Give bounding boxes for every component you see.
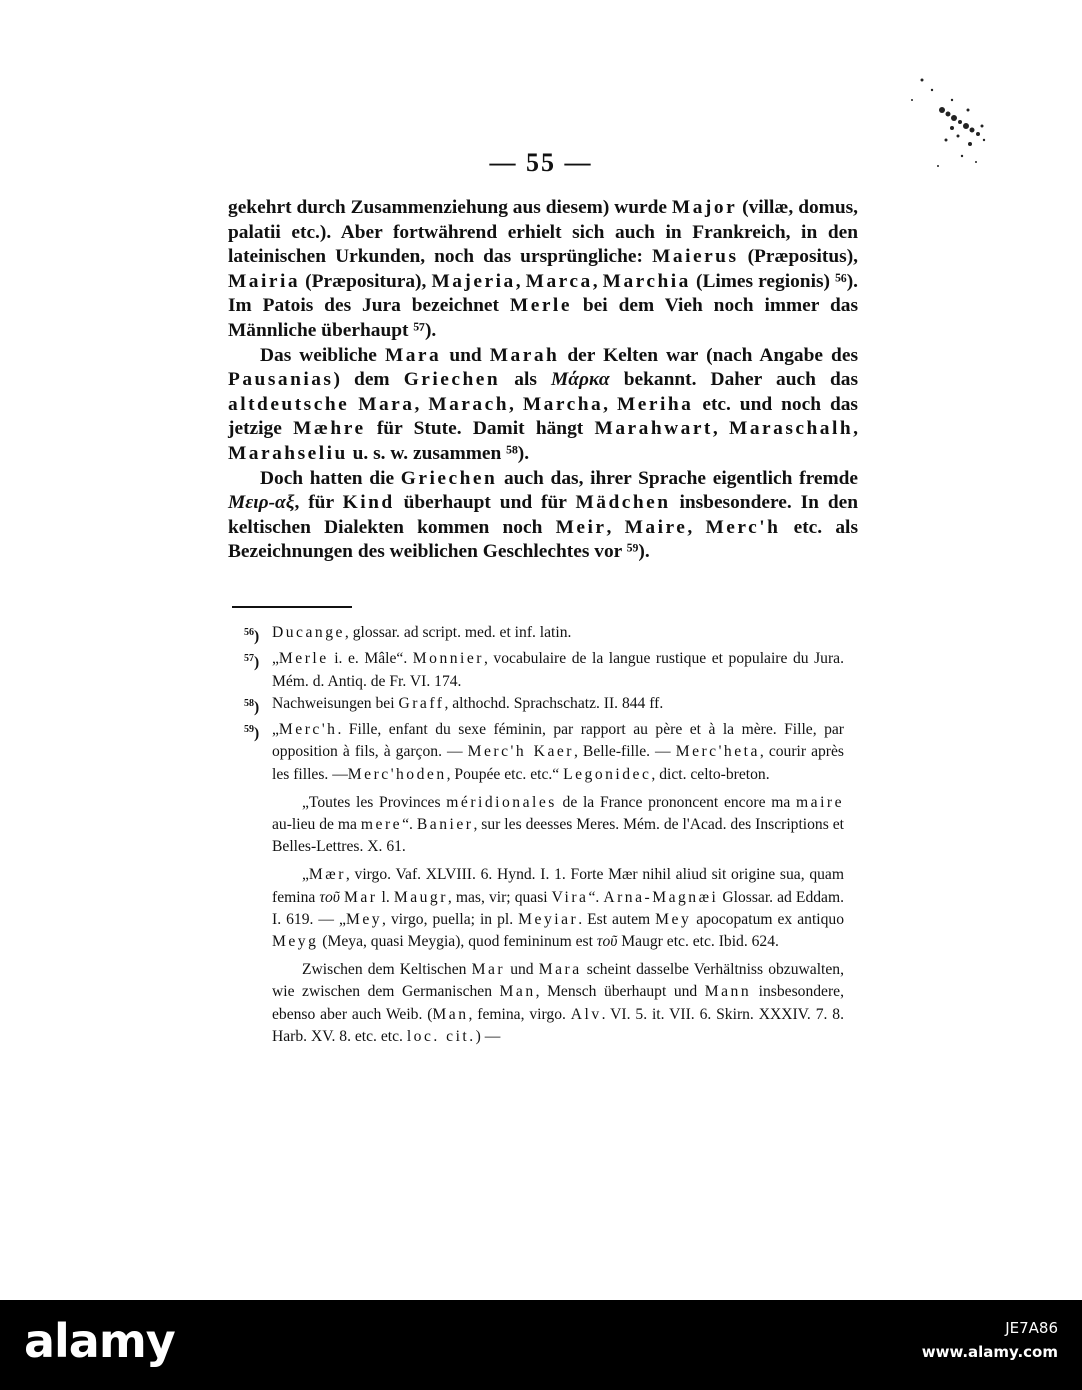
spaced-term: Graff	[398, 694, 445, 712]
text-run: apocopatum ex antiquo	[691, 910, 845, 928]
spaced-term: Merle	[509, 295, 572, 317]
text-run: (villæ, domus, palatii etc.). Aber fortwährend erhielt sich auch in Frankreich, in den lateinischen Urkunden, noch das ursprüngliche:	[228, 197, 858, 268]
footnote-marker: $^{58}$)	[244, 697, 260, 716]
spaced-term: Kind	[342, 492, 395, 514]
text-run: , glossar. ad script. med. et inf. latin.	[344, 624, 572, 641]
text-run: bei dem Vieh noch immer das Männliche überhaupt ⁵⁷).	[228, 295, 858, 341]
spaced-term: Mann	[704, 983, 752, 1001]
spaced-term: loc. cit.	[406, 1027, 476, 1045]
banner-info	[922, 1316, 1058, 1364]
text-run: Doch hatten die	[260, 467, 401, 489]
image-code: JE7A86	[1005, 1319, 1058, 1337]
greek-term: Μειρ-αξ	[228, 492, 295, 514]
spaced-term: Maire	[624, 516, 688, 538]
spaced-term: Mar	[343, 888, 378, 906]
text-run: ,	[606, 516, 625, 538]
text-run: insbesondere. In den keltischen Dialekten kommen noch	[228, 492, 858, 538]
text-run: Zwischen dem Keltischen	[302, 961, 472, 979]
spaced-term: Merc'h	[278, 721, 338, 739]
spaced-term: Vira	[551, 888, 589, 906]
text-run: ,	[853, 418, 858, 440]
footnote-number: 58	[244, 697, 254, 709]
text-run: , dict. celto-breton.	[651, 765, 770, 783]
footnote-number: 57	[244, 653, 254, 665]
spaced-term: Meyiar	[518, 910, 579, 928]
spaced-term: Merc'hoden	[347, 765, 447, 783]
alamy-logo: alamy	[24, 1314, 175, 1368]
footnote-continuation	[244, 792, 844, 859]
footnote	[244, 693, 844, 719]
spaced-term: Mær	[308, 866, 346, 884]
spaced-term: Marahseliu	[228, 442, 348, 464]
spaced-term: Maraschalh	[729, 418, 854, 440]
text-run: , Poupée etc. etc.“	[446, 765, 564, 783]
scan-speckle-artifact	[882, 70, 992, 200]
footnote-marker: $^{57}$)	[244, 653, 260, 672]
text-run: ,	[603, 393, 617, 415]
footnotes	[244, 622, 844, 1048]
spaced-term: Arna-Magnæi	[603, 888, 719, 906]
page-number: — 55 —	[489, 148, 593, 177]
text-run: de la France prononcent encore ma	[556, 793, 797, 811]
footnote-number: 59	[244, 724, 254, 736]
spaced-term: Mara	[384, 344, 442, 366]
spaced-term: Marach	[428, 393, 510, 415]
spaced-term: Majeria	[431, 270, 516, 292]
spaced-term: maire	[796, 793, 845, 811]
spaced-term: Marca	[525, 270, 593, 292]
text-run: au-lieu de ma	[272, 816, 361, 833]
spaced-term: Griechen	[403, 369, 501, 391]
spaced-term: Legonidec	[563, 765, 652, 783]
spaced-term: Mairia	[228, 270, 301, 292]
spaced-term: Maugr	[393, 888, 448, 906]
text-run: u. s. w. zusammen ⁵⁸).	[347, 442, 530, 464]
spaced-term: Maierus	[652, 246, 739, 268]
text-run: etc. und noch das jetzige	[228, 393, 858, 440]
spaced-term: mere	[360, 816, 403, 833]
spaced-term: Marah	[489, 344, 560, 366]
spaced-term: Meriha	[616, 393, 694, 415]
text-run: Das weibliche	[260, 344, 385, 366]
text-run	[349, 394, 358, 415]
text-run: bekannt. Daher auch das	[609, 369, 859, 391]
footnote-marker: $^{59}$)	[244, 724, 260, 743]
text-run: gekehrt durch Zusammenziehung aus diesem) wurde	[228, 197, 672, 218]
footnote	[244, 648, 844, 692]
text-run: ) dem	[333, 369, 404, 391]
footnote-text	[272, 648, 844, 692]
text-run: , courir après les filles. —	[272, 743, 844, 783]
spaced-term: Man	[432, 1005, 469, 1023]
spaced-term: Marahwart	[594, 418, 713, 440]
body-paragraph	[228, 196, 858, 344]
spaced-term: Monnier	[412, 650, 484, 668]
spaced-term: Mæhre	[293, 418, 366, 440]
footnote-number: 56	[244, 627, 254, 638]
body-text	[228, 196, 858, 565]
banner-url: www.alamy.com	[921, 1343, 1058, 1361]
spaced-term: Major	[671, 197, 738, 218]
text-run: etc. als Bezeichnungen des weiblichen Geschlechtes vor ⁵⁹).	[228, 516, 858, 563]
watermark-banner	[0, 1300, 1082, 1390]
text-run: Glossar. ad Eddam. I. 619. — „	[272, 888, 844, 928]
text-run: ) —	[475, 1027, 501, 1045]
text-run: „	[272, 721, 279, 739]
text-run: , Belle-fille. —	[573, 743, 676, 761]
text-run: , für	[294, 492, 343, 514]
text-run: , vocabulaire de la langue rustique et populaire du Jura. Mém. d. Antiq. de Fr. VI. 174.	[272, 650, 844, 690]
text-run: (Meya, quasi Meygia), quod femininum est	[318, 933, 597, 951]
text-run: Maugr etc. etc. Ibid. 624.	[617, 933, 779, 951]
greek-term: τοῦ	[596, 933, 618, 951]
spaced-term: Mara	[358, 393, 415, 415]
spaced-term: Griechen	[400, 467, 498, 489]
text-run: ,	[592, 270, 603, 292]
text-run: “.	[588, 888, 604, 906]
footnote	[244, 622, 844, 648]
footnote-marker: $^{56}$)	[244, 627, 260, 646]
text-run: ,	[509, 393, 523, 415]
footnote	[244, 719, 844, 786]
footnote-text	[272, 693, 844, 719]
greek-term: Μάρκα	[551, 369, 610, 391]
body-paragraph	[228, 467, 858, 565]
text-run: für Stute. Damit hängt	[365, 418, 595, 440]
footnote-text	[272, 719, 844, 786]
text-run: scheint dasselbe Verhältniss obzuwalten, wie zwischen dem Germanischen	[272, 961, 844, 1001]
text-run: , althochd. Sprachschatz. II. 844 ff.	[444, 694, 664, 712]
body-paragraph	[228, 344, 858, 467]
spaced-term: altdeutsche	[228, 393, 350, 415]
spaced-term: Banier	[416, 816, 474, 833]
text-run: Nachweisungen bei	[272, 694, 399, 712]
spaced-term: Mara	[538, 961, 582, 979]
text-run: ,	[515, 270, 526, 292]
spaced-term: Mädchen	[575, 492, 671, 514]
spaced-term: Merc'h	[705, 516, 781, 538]
text-run: , sur les deesses Meres. Mém. de l'Acad. des Inscriptions et Belles-Lettres. X. 61.	[272, 816, 845, 856]
text-run: überhaupt und für	[394, 492, 576, 514]
footnote-continuation	[244, 959, 844, 1048]
spaced-term: Pausanias	[228, 369, 334, 391]
text-run: ,	[687, 516, 706, 538]
text-run: und	[505, 961, 539, 979]
spaced-term: Man	[499, 983, 536, 1001]
text-run: „	[272, 650, 279, 668]
text-run: auch das, ihrer Sprache eigentlich fremde	[497, 467, 858, 489]
text-run: , virgo. Vaf. XLVIII. 6. Hynd. I. 1. Forte Mær nihil aliud sit origine sua, quam femina	[272, 866, 844, 906]
text-run: und	[441, 344, 490, 366]
spaced-term: Merc'heta	[675, 743, 760, 761]
spaced-term: Meyg	[272, 933, 319, 951]
spaced-term: Merc'h Kaer	[467, 743, 574, 761]
greek-term: τοῦ	[319, 888, 340, 906]
spaced-term: Ducange	[272, 624, 345, 641]
text-run: , Mensch überhaupt und	[535, 983, 705, 1001]
text-run: als	[500, 369, 552, 391]
text-run: , virgo, puella; in pl.	[382, 910, 519, 928]
footnote-text	[272, 622, 844, 648]
text-run: (Limes regionis) ⁵⁶). Im Patois des Jura bezeichnet	[228, 270, 859, 317]
text-run: insbesondere, ebenso aber auch Weib. (	[272, 983, 844, 1023]
text-run: „Toutes les Provinces	[302, 793, 447, 811]
footnote-continuation	[244, 864, 844, 953]
text-run: . VI. 5. it. VII. 6. Skirn. XXXIV. 7. 8. Harb. XV. 8. etc. etc.	[272, 1005, 844, 1045]
text-run: i. e. Mâle“.	[328, 650, 413, 668]
text-run: (Præpositura),	[300, 270, 432, 292]
text-run: l.	[377, 888, 394, 906]
footnote-separator	[232, 606, 352, 608]
text-run: „	[302, 866, 309, 884]
text-run: (Præpositus),	[738, 246, 858, 268]
spaced-term: Merle	[278, 650, 329, 668]
spaced-term: Mey	[345, 910, 383, 928]
spaced-term: Marchia	[602, 270, 691, 292]
text-run: ,	[712, 418, 730, 440]
text-run: . Fille, enfant du sexe féminin, par rapport au père et à la mère. Fille, par opposition à fils, à garçon. —	[272, 721, 844, 761]
text-run: ,	[414, 393, 429, 415]
text-run: “.	[402, 816, 417, 833]
spaced-term: Marcha	[522, 393, 604, 415]
text-run: . Est autem	[578, 910, 656, 928]
text-run: der Kelten war (nach Angabe des	[559, 344, 858, 366]
spaced-term: Alv	[570, 1005, 602, 1023]
spaced-term: Meir	[555, 516, 607, 538]
text-run: , mas, vir; quasi	[447, 888, 552, 906]
spaced-term: méridionales	[446, 793, 557, 811]
spaced-term: Mar	[471, 961, 506, 979]
text-run: , femina, virgo.	[468, 1005, 571, 1023]
spaced-term: Mey	[655, 910, 692, 928]
